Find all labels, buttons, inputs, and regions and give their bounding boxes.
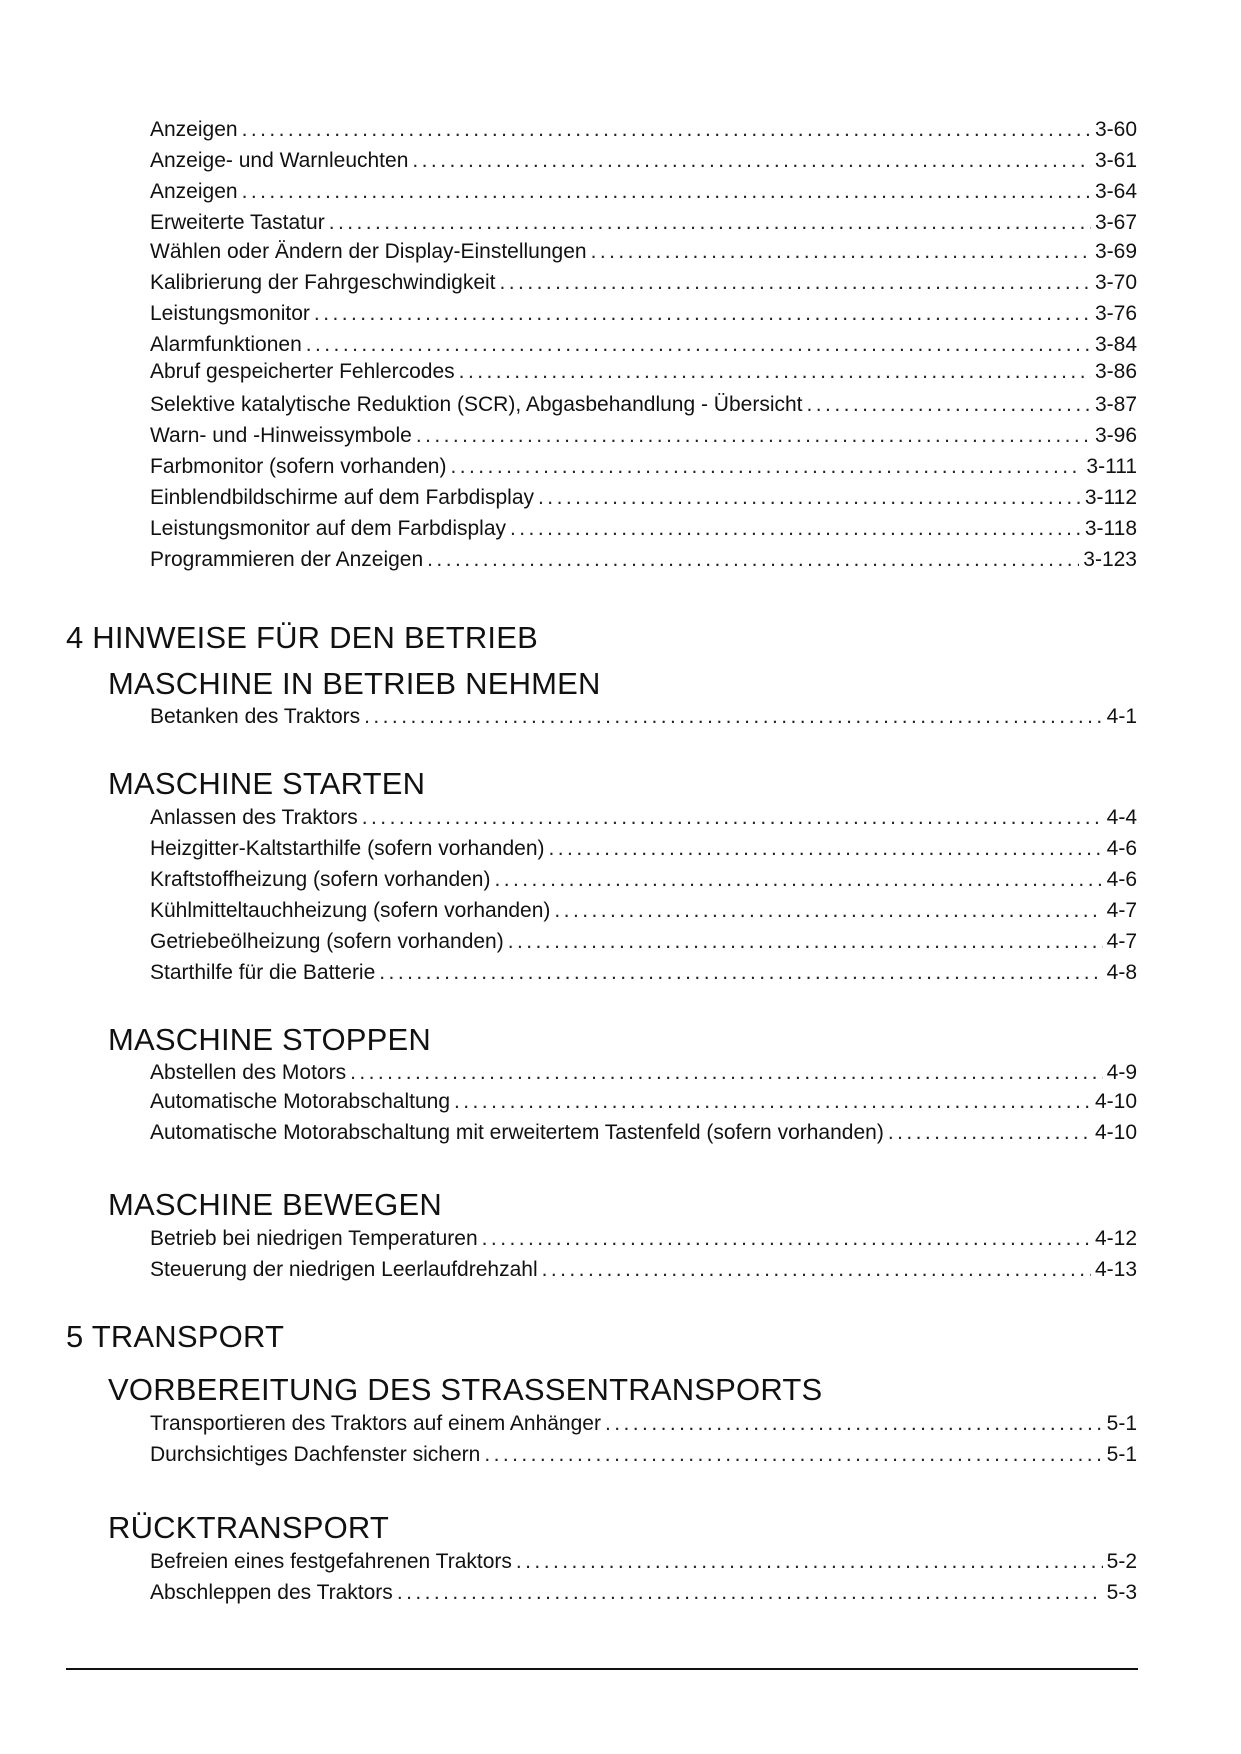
toc-entry-label: Anzeigen: [150, 118, 238, 141]
toc-entry-label: Transportieren des Traktors auf einem Anhänger: [150, 1412, 601, 1435]
toc-entry-page: 4-8: [1106, 961, 1137, 984]
toc-entry-page: 4-1: [1106, 705, 1137, 728]
toc-entry[interactable]: [150, 453, 1137, 481]
toc-entry-label: Abschleppen des Traktors: [150, 1581, 393, 1604]
toc-entry-page: 3-96: [1094, 424, 1137, 447]
toc-entry-label: Kalibrierung der Fahrgeschwindigkeit: [150, 271, 496, 294]
toc-entry-page: 4-10: [1094, 1121, 1137, 1144]
toc-entry-page: 4-7: [1106, 899, 1137, 922]
toc-leader-dots: [364, 703, 1103, 731]
toc-entry-page: 3-84: [1094, 333, 1137, 356]
toc-entry[interactable]: [150, 391, 1137, 419]
toc-leader-dots: [350, 1059, 1103, 1087]
toc-leader-dots: [416, 422, 1091, 450]
toc-entry[interactable]: [150, 178, 1137, 206]
toc-entry-page: 3-61: [1094, 149, 1137, 172]
toc-leader-dots: [242, 178, 1091, 206]
toc-entry-label: Warn- und -Hinweissymbole: [150, 424, 412, 447]
section-title: RÜCKTRANSPORT: [108, 1510, 390, 1545]
toc-leader-dots: [554, 897, 1102, 925]
toc-entry-page: 3-87: [1094, 393, 1137, 416]
toc-entry-page: 4-7: [1106, 930, 1137, 953]
toc-leader-dots: [329, 209, 1091, 237]
toc-leader-dots: [459, 358, 1091, 386]
toc-entry-label: Selektive katalytische Reduktion (SCR), Abgasbehandlung - Übersicht: [150, 393, 803, 416]
toc-entry[interactable]: [150, 835, 1137, 863]
toc-entry[interactable]: [150, 209, 1137, 237]
toc-entry-page: 5-2: [1106, 1550, 1137, 1573]
section-title: MASCHINE BEWEGEN: [108, 1187, 442, 1222]
toc-entry[interactable]: [150, 269, 1137, 297]
toc-entry[interactable]: [150, 1548, 1137, 1576]
toc-entry-label: Anlassen des Traktors: [150, 806, 358, 829]
toc-entry[interactable]: [150, 515, 1137, 543]
toc-entry-label: Automatische Motorabschaltung: [150, 1090, 450, 1113]
toc-leader-dots: [454, 1088, 1091, 1116]
footer-rule: [66, 1668, 1138, 1670]
toc-leader-dots: [494, 866, 1102, 894]
toc-entry-page: 4-9: [1106, 1061, 1137, 1084]
toc-entry-label: Erweiterte Tastatur: [150, 211, 325, 234]
toc-entry[interactable]: [150, 897, 1137, 925]
toc-entry-page: 5-3: [1106, 1581, 1137, 1604]
toc-entry[interactable]: [150, 866, 1137, 894]
toc-entry-label: Anzeige- und Warnleuchten: [150, 149, 409, 172]
toc-entry-label: Kraftstoffheizung (sofern vorhanden): [150, 868, 491, 891]
toc-entry-page: 4-10: [1094, 1090, 1137, 1113]
toc-entry[interactable]: [150, 300, 1137, 328]
toc-leader-dots: [549, 835, 1103, 863]
toc-leader-dots: [484, 1441, 1102, 1469]
toc-entry[interactable]: [150, 1410, 1137, 1438]
toc-entry[interactable]: [150, 1579, 1137, 1607]
section-title: VORBEREITUNG DES STRASSENTRANSPORTS: [108, 1372, 823, 1407]
toc-leader-dots: [500, 269, 1091, 297]
toc-leader-dots: [482, 1225, 1091, 1253]
toc-entry[interactable]: [150, 238, 1137, 266]
toc-leader-dots: [397, 1579, 1103, 1607]
toc-leader-dots: [538, 484, 1081, 512]
toc-leader-dots: [306, 331, 1091, 359]
toc-leader-dots: [508, 928, 1103, 956]
toc-entry-page: 4-13: [1094, 1258, 1137, 1281]
toc-entry-page: 3-76: [1094, 302, 1137, 325]
toc-leader-dots: [516, 1548, 1103, 1576]
toc-entry-label: Automatische Motorabschaltung mit erweitertem Tastenfeld (sofern vorhanden): [150, 1121, 884, 1144]
toc-entry-page: 3-123: [1083, 548, 1137, 571]
toc-entry-page: 4-6: [1106, 868, 1137, 891]
toc-entry-label: Anzeigen: [150, 180, 238, 203]
toc-entry-page: 4-12: [1094, 1227, 1137, 1250]
toc-entry-label: Leistungsmonitor: [150, 302, 310, 325]
toc-leader-dots: [314, 300, 1091, 328]
toc-entry-page: 3-60: [1094, 118, 1137, 141]
toc-leader-dots: [412, 147, 1091, 175]
toc-entry-page: 3-112: [1084, 486, 1137, 509]
chapter-title: 4 HINWEISE FÜR DEN BETRIEB: [66, 620, 538, 655]
toc-entry-label: Befreien eines festgefahrenen Traktors: [150, 1550, 512, 1573]
toc-entry-page: 4-4: [1106, 806, 1137, 829]
toc-entry[interactable]: [150, 147, 1137, 175]
toc-entry[interactable]: [150, 1256, 1137, 1284]
toc-entry-page: 3-70: [1094, 271, 1137, 294]
toc-entry-label: Betanken des Traktors: [150, 705, 361, 728]
toc-entry[interactable]: [150, 1441, 1137, 1469]
toc-leader-dots: [807, 391, 1091, 419]
toc-entry[interactable]: [150, 928, 1137, 956]
toc-entry-page: 4-6: [1106, 837, 1137, 860]
section-title: MASCHINE STARTEN: [108, 766, 426, 801]
toc-leader-dots: [379, 959, 1102, 987]
toc-entry-label: Durchsichtiges Dachfenster sichern: [150, 1443, 481, 1466]
toc-entry-page: 3-69: [1094, 240, 1137, 263]
toc-entry-label: Kühlmitteltauchheizung (sofern vorhanden): [150, 899, 551, 922]
toc-entry-label: Leistungsmonitor auf dem Farbdisplay: [150, 517, 507, 540]
toc-leader-dots: [888, 1119, 1091, 1147]
toc-leader-dots: [510, 515, 1081, 543]
toc-entry[interactable]: [150, 331, 1137, 359]
toc-entry-label: Wählen oder Ändern der Display-Einstellungen: [150, 240, 587, 263]
toc-leader-dots: [542, 1256, 1091, 1284]
toc-entry[interactable]: [150, 1119, 1137, 1147]
toc-entry-label: Programmieren der Anzeigen: [150, 548, 424, 571]
toc-entry-label: Abstellen des Motors: [150, 1061, 347, 1084]
toc-entry[interactable]: [150, 116, 1137, 144]
toc-entry-page: 5-1: [1106, 1443, 1137, 1466]
toc-entry[interactable]: [150, 546, 1137, 574]
toc-leader-dots: [427, 546, 1079, 574]
toc-entry[interactable]: [150, 804, 1137, 832]
toc-leader-dots: [450, 453, 1082, 481]
toc-entry[interactable]: [150, 703, 1137, 731]
toc-entry-page: 3-64: [1094, 180, 1137, 203]
toc-entry-label: Alarmfunktionen: [150, 333, 302, 356]
toc-entry[interactable]: [150, 484, 1137, 512]
toc-entry-label: Einblendbildschirme auf dem Farbdisplay: [150, 486, 535, 509]
toc-leader-dots: [591, 238, 1091, 266]
section-title: MASCHINE STOPPEN: [108, 1022, 432, 1057]
toc-entry[interactable]: [150, 1088, 1137, 1116]
chapter-title: 5 TRANSPORT: [66, 1319, 285, 1354]
toc-entry-label: Abruf gespeicherter Fehlercodes: [150, 360, 455, 383]
toc-entry-page: 3-67: [1094, 211, 1137, 234]
toc-entry[interactable]: [150, 358, 1137, 386]
toc-entry-label: Getriebeölheizung (sofern vorhanden): [150, 930, 504, 953]
toc-entry-label: Betrieb bei niedrigen Temperaturen: [150, 1227, 478, 1250]
toc-entry-label: Farbmonitor (sofern vorhanden): [150, 455, 447, 478]
toc-entry[interactable]: [150, 1059, 1137, 1087]
section-title: MASCHINE IN BETRIEB NEHMEN: [108, 666, 601, 701]
toc-leader-dots: [605, 1410, 1103, 1438]
toc-entry[interactable]: [150, 1225, 1137, 1253]
toc-entry-page: 5-1: [1106, 1412, 1137, 1435]
toc-entry-page: 3-86: [1094, 360, 1137, 383]
toc-entry-label: Starthilfe für die Batterie: [150, 961, 376, 984]
toc-leader-dots: [242, 116, 1091, 144]
toc-entry[interactable]: [150, 422, 1137, 450]
toc-entry-page: 3-118: [1084, 517, 1137, 540]
toc-leader-dots: [362, 804, 1103, 832]
toc-entry-label: Steuerung der niedrigen Leerlaufdrehzahl: [150, 1258, 538, 1281]
toc-entry[interactable]: [150, 959, 1137, 987]
toc-entry-page: 3-111: [1086, 455, 1137, 478]
toc-entry-label: Heizgitter-Kaltstarthilfe (sofern vorhanden): [150, 837, 545, 860]
